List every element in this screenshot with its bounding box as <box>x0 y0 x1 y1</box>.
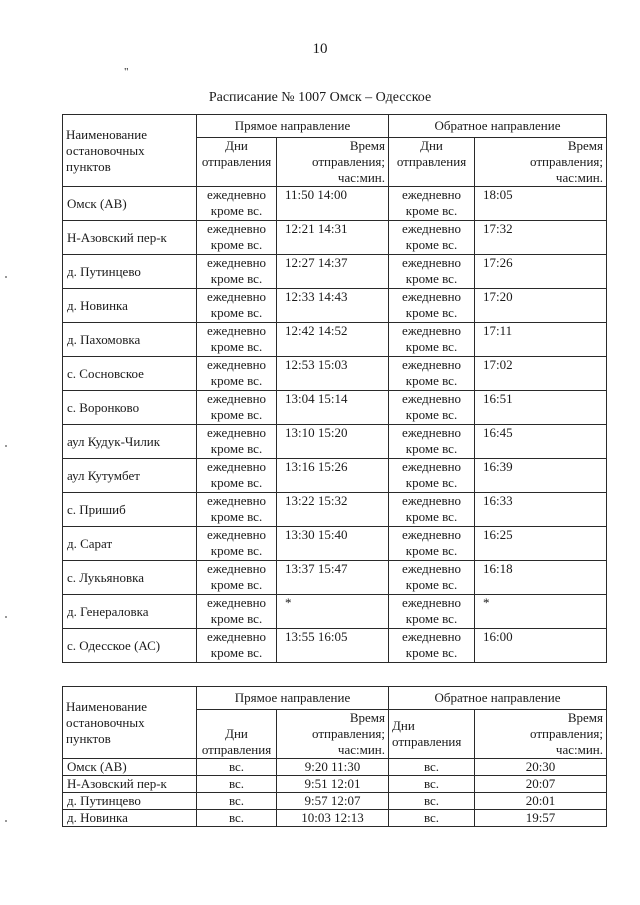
forward-time: 13:10 15:20 <box>277 425 389 459</box>
backward-time: 16:39 <box>475 459 607 493</box>
scan-dot <box>5 616 7 618</box>
stop-name: д. Новинка <box>63 289 197 323</box>
table-row <box>63 357 607 391</box>
backward-days: вс. <box>389 759 475 776</box>
forward-days: ежедневно кроме вс. <box>197 527 277 561</box>
backward-time: 17:11 <box>475 323 607 357</box>
forward-direction-header: Прямое направление <box>197 687 389 710</box>
backward-days: ежедневно кроме вс. <box>389 187 475 221</box>
forward-days-header: Дни отправления <box>197 710 277 759</box>
backward-time: 19:57 <box>475 810 607 827</box>
forward-days: ежедневно кроме вс. <box>197 425 277 459</box>
forward-days: ежедневно кроме вс. <box>197 459 277 493</box>
backward-days: ежедневно кроме вс. <box>389 221 475 255</box>
stop-name: аул Кутумбет <box>63 459 197 493</box>
forward-time: 13:30 15:40 <box>277 527 389 561</box>
backward-time: 20:07 <box>475 776 607 793</box>
table-row <box>63 187 607 221</box>
table-row <box>63 289 607 323</box>
backward-days: ежедневно кроме вс. <box>389 323 475 357</box>
schedule-table-weekdays <box>62 114 607 663</box>
stop-name: Н-Азовский пер-к <box>63 776 197 793</box>
forward-time: 13:04 15:14 <box>277 391 389 425</box>
forward-days: ежедневно кроме вс. <box>197 595 277 629</box>
backward-time: 20:30 <box>475 759 607 776</box>
stray-mark: " <box>124 66 129 78</box>
stop-name: с. Одесское (АС) <box>63 629 197 663</box>
backward-time: 17:32 <box>475 221 607 255</box>
backward-days-header: Дни отправления <box>389 710 475 759</box>
stop-column-header: Наименование остановочных пунктов <box>63 687 197 759</box>
table-row <box>63 776 607 793</box>
backward-time: 20:01 <box>475 793 607 810</box>
backward-time: 16:00 <box>475 629 607 663</box>
forward-days: ежедневно кроме вс. <box>197 493 277 527</box>
table-row <box>63 629 607 663</box>
schedule-table-sunday <box>62 686 607 827</box>
forward-days: вс. <box>197 776 277 793</box>
forward-days: ежедневно кроме вс. <box>197 289 277 323</box>
schedule-body-sunday <box>63 759 607 827</box>
scan-dot <box>5 820 7 822</box>
forward-time: 13:37 15:47 <box>277 561 389 595</box>
table-row <box>63 391 607 425</box>
document-title: Расписание № 1007 Омск – Одесское <box>208 90 432 105</box>
stop-name: с. Сосновское <box>63 357 197 391</box>
backward-time-header: Время отправления; час:мин. <box>475 138 607 187</box>
backward-days: вс. <box>389 810 475 827</box>
stop-name: д. Генераловка <box>63 595 197 629</box>
stop-column-header: Наименование остановочных пунктов <box>63 115 197 187</box>
forward-time: 13:22 15:32 <box>277 493 389 527</box>
table-row <box>63 527 607 561</box>
stop-name: д. Путинцево <box>63 255 197 289</box>
backward-time: 17:02 <box>475 357 607 391</box>
forward-time: 13:16 15:26 <box>277 459 389 493</box>
stop-name: д. Новинка <box>63 810 197 827</box>
table-row <box>63 810 607 827</box>
forward-days: ежедневно кроме вс. <box>197 255 277 289</box>
table-row <box>63 793 607 810</box>
table-row <box>63 595 607 629</box>
stop-name: с. Пришиб <box>63 493 197 527</box>
backward-time-header: Время отправления; час:мин. <box>475 710 607 759</box>
backward-time: 17:20 <box>475 289 607 323</box>
forward-days: ежедневно кроме вс. <box>197 629 277 663</box>
forward-time: 9:57 12:07 <box>277 793 389 810</box>
backward-days: вс. <box>389 776 475 793</box>
stop-name: Н-Азовский пер-к <box>63 221 197 255</box>
backward-time: 16:25 <box>475 527 607 561</box>
table-row <box>63 323 607 357</box>
forward-days: вс. <box>197 793 277 810</box>
stop-name: Омск (АВ) <box>63 187 197 221</box>
stop-name: Омск (АВ) <box>63 759 197 776</box>
backward-time: 16:45 <box>475 425 607 459</box>
forward-time: 12:42 14:52 <box>277 323 389 357</box>
forward-time: 12:21 14:31 <box>277 221 389 255</box>
backward-time: * <box>475 595 607 629</box>
forward-days: ежедневно кроме вс. <box>197 357 277 391</box>
forward-days-header: Дни отправления <box>197 138 277 187</box>
stop-name: аул Кудук-Чилик <box>63 425 197 459</box>
backward-direction-header: Обратное направление <box>389 687 607 710</box>
table-row <box>63 255 607 289</box>
backward-days: ежедневно кроме вс. <box>389 527 475 561</box>
table-row <box>63 561 607 595</box>
forward-days: ежедневно кроме вс. <box>197 221 277 255</box>
forward-time: 13:55 16:05 <box>277 629 389 663</box>
forward-days: вс. <box>197 759 277 776</box>
forward-time: 10:03 12:13 <box>277 810 389 827</box>
page-number: 10 <box>312 41 328 57</box>
stop-name: д. Сарат <box>63 527 197 561</box>
backward-days: ежедневно кроме вс. <box>389 459 475 493</box>
forward-time: 12:33 14:43 <box>277 289 389 323</box>
table-row <box>63 459 607 493</box>
table-row <box>63 493 607 527</box>
backward-time: 17:26 <box>475 255 607 289</box>
stop-name: д. Пахомовка <box>63 323 197 357</box>
forward-time: 12:27 14:37 <box>277 255 389 289</box>
forward-days: ежедневно кроме вс. <box>197 391 277 425</box>
backward-days-header: Дни отправления <box>389 138 475 187</box>
forward-time: 9:20 11:30 <box>277 759 389 776</box>
stop-name: с. Воронково <box>63 391 197 425</box>
forward-days: ежедневно кроме вс. <box>197 187 277 221</box>
scan-dot <box>5 276 7 278</box>
backward-days: ежедневно кроме вс. <box>389 289 475 323</box>
backward-days: ежедневно кроме вс. <box>389 391 475 425</box>
backward-time: 18:05 <box>475 187 607 221</box>
backward-days: ежедневно кроме вс. <box>389 425 475 459</box>
backward-days: ежедневно кроме вс. <box>389 629 475 663</box>
forward-time: 11:50 14:00 <box>277 187 389 221</box>
backward-days: ежедневно кроме вс. <box>389 595 475 629</box>
backward-time: 16:18 <box>475 561 607 595</box>
forward-days: вс. <box>197 810 277 827</box>
forward-days: ежедневно кроме вс. <box>197 561 277 595</box>
table-row <box>63 221 607 255</box>
backward-days: ежедневно кроме вс. <box>389 561 475 595</box>
forward-time: 12:53 15:03 <box>277 357 389 391</box>
forward-time: * <box>277 595 389 629</box>
table-row <box>63 759 607 776</box>
schedule-body-weekdays <box>63 187 607 663</box>
stop-name: д. Путинцево <box>63 793 197 810</box>
backward-days: ежедневно кроме вс. <box>389 357 475 391</box>
forward-time-header: Время отправления; час:мин. <box>277 710 389 759</box>
forward-time-header: Время отправления; час:мин. <box>277 138 389 187</box>
backward-direction-header: Обратное направление <box>389 115 607 138</box>
backward-days: вс. <box>389 793 475 810</box>
forward-direction-header: Прямое направление <box>197 115 389 138</box>
backward-time: 16:51 <box>475 391 607 425</box>
table-row <box>63 425 607 459</box>
backward-time: 16:33 <box>475 493 607 527</box>
stop-name: с. Лукьяновка <box>63 561 197 595</box>
forward-time: 9:51 12:01 <box>277 776 389 793</box>
backward-days: ежедневно кроме вс. <box>389 493 475 527</box>
scan-dot <box>5 445 7 447</box>
forward-days: ежедневно кроме вс. <box>197 323 277 357</box>
backward-days: ежедневно кроме вс. <box>389 255 475 289</box>
